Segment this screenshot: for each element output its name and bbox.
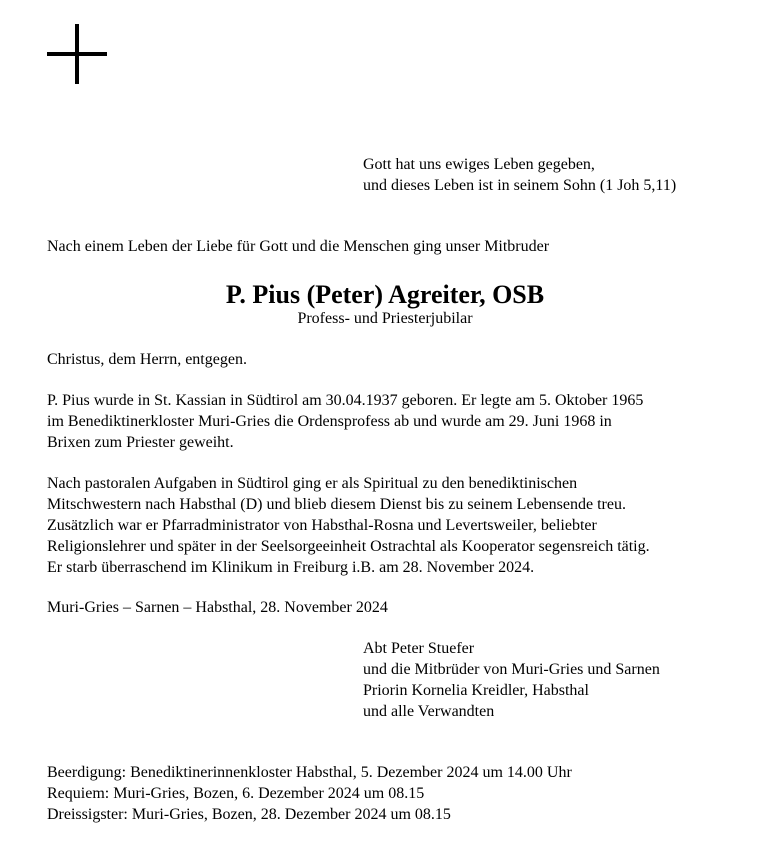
deceased-name: P. Pius (Peter) Agreiter, OSB — [225, 280, 545, 309]
intro-text: Nach einem Leben der Liebe für Gott und die Menschen ging unser Mitbruder — [47, 238, 550, 255]
biography-line: Zusätzlich war er Pfarradministrator von Habsthal-Rosna und Levertsweiler, beliebter — [47, 517, 597, 534]
biography-line: Mitschwestern nach Habsthal (D) und blieb diesem Dienst bis zu seinem Lebensende treu. — [47, 496, 626, 513]
verse-line: und dieses Leben ist in seinem Sohn (1 Joh 5,11) — [363, 177, 677, 194]
biography-line: Nach pastoralen Aufgaben in Südtirol ging er als Spiritual zu den benediktinischen — [47, 475, 578, 492]
service-line: Requiem: Muri-Gries, Bozen, 6. Dezember 2024 um 08.15 — [47, 785, 425, 802]
signers-list — [363, 638, 660, 722]
biography-paragraph-1 — [47, 390, 643, 453]
signer-line: Priorin Kornelia Kreidler, Habsthal — [363, 682, 589, 699]
biography-line: P. Pius wurde in St. Kassian in Südtirol am 30.04.1937 geboren. Er legte am 5. Oktober 1965 — [47, 392, 644, 409]
signer-line: und die Mitbrüder von Muri-Gries und Sarnen — [363, 661, 660, 678]
place-date: Muri-Gries – Sarnen – Habsthal, 28. November 2024 — [47, 599, 388, 616]
died-line: Christus, dem Herrn, entgegen. — [47, 351, 247, 368]
biography-line: im Benediktinerkloster Muri-Gries die Ordensprofess ab und wurde am 29. Juni 1968 in — [47, 413, 612, 430]
cross-icon — [47, 24, 107, 84]
biography-line: Religionslehrer und später in der Seelsorgeeinheit Ostrachtal als Kooperator segensreich tätig. — [47, 538, 650, 555]
signer-line: und alle Verwandten — [363, 703, 495, 720]
biography-line: Brixen zum Priester geweiht. — [47, 434, 234, 451]
biography-line: Er starb überraschend im Klinikum in Freiburg i.B. am 28. November 2024. — [47, 559, 535, 576]
verse-line: Gott hat uns ewiges Leben gegeben, — [363, 156, 595, 173]
deceased-subtitle: Profess- und Priesterjubilar — [297, 310, 473, 327]
service-line: Dreissigster: Muri-Gries, Bozen, 28. Dezember 2024 um 08.15 — [47, 806, 451, 823]
biography-paragraph-2 — [47, 473, 650, 578]
service-line: Beerdigung: Benediktinerinnenkloster Habsthal, 5. Dezember 2024 um 14.00 Uhr — [47, 764, 572, 781]
bible-verse — [363, 154, 676, 196]
signer-line: Abt Peter Stuefer — [363, 640, 475, 657]
cross-horizontal-bar — [47, 52, 107, 56]
service-dates — [47, 762, 572, 825]
